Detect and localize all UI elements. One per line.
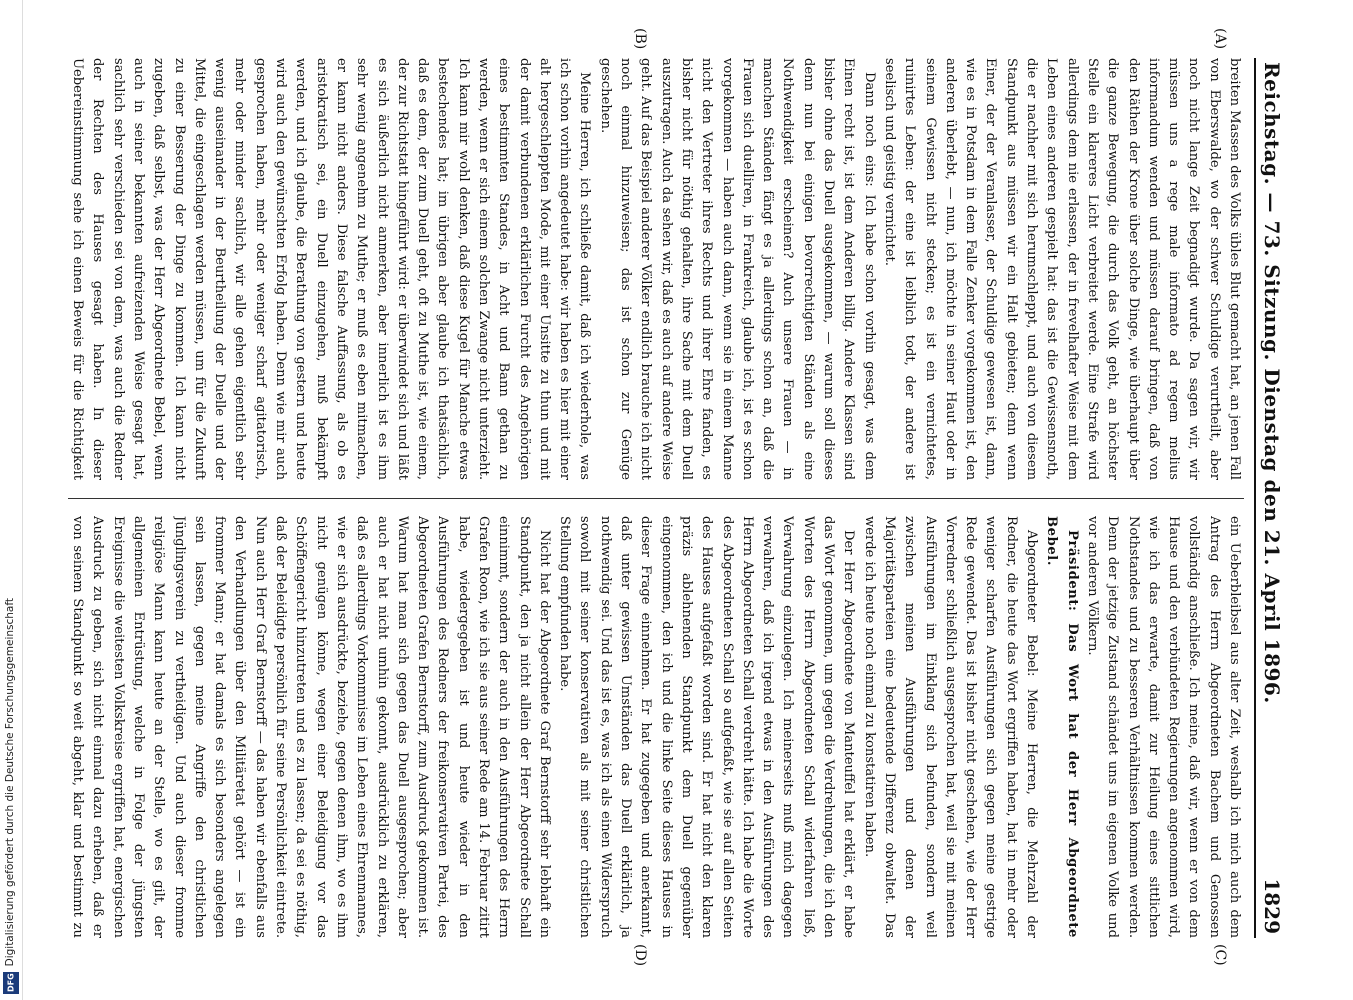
paragraph: Abgeordneter Bebel: Meine Herren, die Mehrzahl der Redner, die heute das Wort ergriffen haben, hat in mehr oder weniger scharfen Ausführungen sich gegen meine gestrige Rede gewendet. Das ist bisher nicht geschehen, wie der Herr Vorredner schließlich ausgesprochen hat, weil sie mit meinen Ausführungen im Einklang sich befunden, sondern weil zwischen meinen Ausführungen und denen der Majoritätsparteien eine bedeutende Differenz obwaltet. Das werde ich heute noch einmal zu konstatiren haben. [861,516,1040,938]
paragraph: Der Herr Abgeordnete von Manteuffel hat erklärt, er habe das Wort genommen, um gegen die Verdrehungen, die ich den Worten des Herrn Abgeordneten Schall widerfahren ließ, Verwahrung einzulegen. Ich meinerseits muß mich dagegen verwahren, daß ich irgend etwas in den Ausführungen des Herrn Abgeordneten Schall verdreht hätte. Ich habe die Worte des Abgeordneten Schall so aufgefaßt, wie sie auf allen Seiten des Hauses aufgefaßt worden sind. Er hat nicht den klaren präzis ablehnenden Standpunkt dem Duell gegenüber eingenommen, den ich und die linke Seite dieses Hauses in dieser Frage einnehmen. Er hat zugegeben und anerkannt, daß unter gewissen Umständen das Duell erklärlich, ja nothwendig sei. Und das ist es, was ich als einen Widerspruch sowohl mit seiner konservativen als mit seiner christlichen Stellung empfunden habe. [557,516,857,938]
margin-mark-c: (C) [1212,944,1228,966]
paragraph: Nicht hat der Abgeordnete Graf Bernstorff sehr lebhaft ein Standpunkt, den ja nicht allein der Herr Abgeordnete Schall einnimmt, sondern der auch in den Ausführungen des Herrn Grafen Roon, wie ich sie aus seiner Rede am 14. Februar zitirt habe, wiedergegeben ist und heute wieder in den Ausführungen des Redners der freikonservativen Partei, des Abgeordneten Grafen Bernstorff, zum Ausdruck gekommen ist. Warum hat man sich gegen das Duell ausgesprochen; aber auch er hat nicht umhin gekonnt, ausdrücklich zu erklären, daß es allerdings Vorkommnisse im Leben eines Ehrenmannes, wie er sich ausdrückte, beziehe, gegen denen ihm, wo es ihm nicht genügen könne, wegen einer Beleidigung vor das Schöffengericht hinzutreten und es zu lassen; da sei es nöthig, daß der Beleidigte persönlich für seine Persönlichkeit eintrete. Nun auch Herr Graf Bernstorff — das haben wir ebenfalls aus den Verhandlungen über den Militäretat gehört — ist ein frommer Mann; er hat damals es sich besonders angelegen sein lassen, gegen meine Angriffe den christlichen Jünglingsverein zu vertheidigen. Und auch dieser fromme religiöse Mann kann heute an der Stelle, wo es gilt, der allgemeinen Entrüstung, welche in Folge der jüngsten Ereignisse die weitesten Volkskreise ergriffen hat, energischen Ausdruck zu geben, sich nicht einmal dazu erheben, daß er von seinem Standpunkt so weit abgeht, klar und bestimmt zu [70,516,552,938]
margin-mark-d: (D) [632,944,648,967]
paragraph: breiten Massen des Volks übles Blut gemacht hat, an jenen Fall von Eberswalde, wo der schwer Schuldige verurtheilt, aber noch nicht lange Zeit begnadigt wurde. Da sagen wir, wir müssen uns a rege male informato ad regem melius informandum wenden und müssen darauf bringen, daß von den Räthen der Krone über solche Dinge, wie überhaupt über die ganze Bewegung, die durch das Volk geht, an höchster Stelle ein klareres Licht verbreitet werde. Eine Strafe wird allerdings dem nie erlassen, der in frevelhafter Weise mit dem Leben eines anderen gespielt hat: das ist die Gewissensnoth, die er nachher mit sich herumschleppt, und auch von diesem Standpunkt aus müssen wir ein Halt gebieten; denn wenn Einer, der der Veranlasser, der Schuldige gewesen ist, dann, wie es in Potsdam in dem Falle Zenker vorgekommen ist, den anderen überlebt, — nun, ich möchte in seiner Haut oder in seinem Gewissen nicht stecken; es ist ein vernichtetes, ruinirtes Leben: der eine ist leiblich todt, der andere ist seelisch und geistig vernichtet. [881,58,1242,480]
digitization-credit: Digitalisierung gefördert durch die Deutsche Forschungsgemeinschaft [4,597,16,966]
paragraph: Meine Herren, ich schließe damit, daß ich wiederhole, was ich schon vorhin angedeutet habe: wir haben es hier mit einer alt hergeschleppten Mode, mit einer Unsitte zu thun und mit der damit verbundenen erklärlichen Furcht des Angehörigen eines bestimmten Standes, in Acht und Bann gethan zu werden, wenn er sich einem solchen Zwange nicht unterzieht. Ich kann mir wohl denken, daß diese Kugel für Manche etwas bestechendes hat; im übrigen aber glaube ich thatsächlich, daß es dem, der zum Duell geht, oft zu Muthe ist, wie einem, der zur Richtstatt hingeführt wird: er überwindet sich und läßt es sich äußerlich nicht anmerken, aber innerlich ist es ihm sehr wenig angenehm zu Muthe; er muß es eben mitmachen, er kann nicht anders. Diese falsche Auffassung, als ob es aristokratisch sei, ein Duell einzugehen, muß bekämpft werden, und ich glaube, die Berathung von gestern und heute wird auch den gewünschten Erfolg haben. Denn wie mir auch gesprochen haben, mehr oder weniger scharf agitatorisch, mehr oder minder sachlich, wir alle gehen eigentlich sehr wenig auseinander in der Beurtheilung der Duelle und der Mittel, die eingeschlagen werden müssen, um für die Zukunft zu einer Besserung der Dinge zu kommen. Ich kann nicht zugeben, daß selbst, was der Herr Abgeordnete Bebel, wenn auch in seiner bekannten aufreizenden Weise gesagt hat, sachlich sehr verschieden sei von dem, was auch die Redner der Rechten des Hauses gesagt haben. In dieser Uebereinstimmung sehe ich einen Beweis für die Richtigkeit [70,58,593,480]
digitization-footer [0,0,23,1000]
scanned-page-frame [62,28,1288,967]
speaker-line: Präsident: Das Wort hat der Herr Abgeordnete Bebel. [1044,516,1080,938]
right-column [68,516,1244,938]
scanned-page [62,28,1288,967]
margin-mark-a: (A) [1212,28,1228,50]
left-column [68,58,1244,480]
page-number: 1829 [1260,878,1284,934]
paragraph: Dann noch eins: Ich habe schon vorhin gesagt, was dem Einen recht ist, ist dem Anderen billig. Andere Klassen sind bisher ohne das Duell ausgekommen, — warum soll dieses denn nun bei einigen bevorrechtigten Ständen als eine Nothwendigkeit erscheinen? Auch unsere Frauen — in manchen Ständen fängt es ja allerdings schon an, daß die Frauen sich duelliren, in Frankreich, glaube ich, ist es schon vorgekommen — haben auch dann, wenn sie in einem Manne nicht den Vertreter ihres Rechts und ihrer Ehre fanden, es bisher nicht für nöthig gehalten, ihre Sache mit dem Duell auszutragen. Auch da sehen wir, daß es auch auf andere Weise geht. Auf das Beispiel anderer Völker endlich brauche ich nicht noch einmal hinzuweisen; das ist schon zur Genüge geschehen. [597,58,877,480]
page-title: Reichstag. — 73. Sitzung. Dienstag den 21. April 1896. [1260,62,1284,704]
dfg-logo: DFG [3,972,19,994]
paragraph: ein Ueberbleibsel aus alter Zeit, weshalb ich mich auch dem Antrag des Herrn Abgeordneten Bachem und Genossen vollständig anschließe. Ich meine, daß wir, wenn er von dem Hause und den verbündeten Regierungen angenommen wird, wie ich das erwarte, damit zur Heilung eines sittlichen Nothstandes und zu besseren Verhältnissen kommen werden. Denn der jetzige Zustand schändet uns im eigenen Volke und vor anderen Völkern. [1084,516,1242,938]
margin-mark-b: (B) [632,28,648,50]
page-header [1254,58,1288,938]
column-divider [68,498,1244,499]
